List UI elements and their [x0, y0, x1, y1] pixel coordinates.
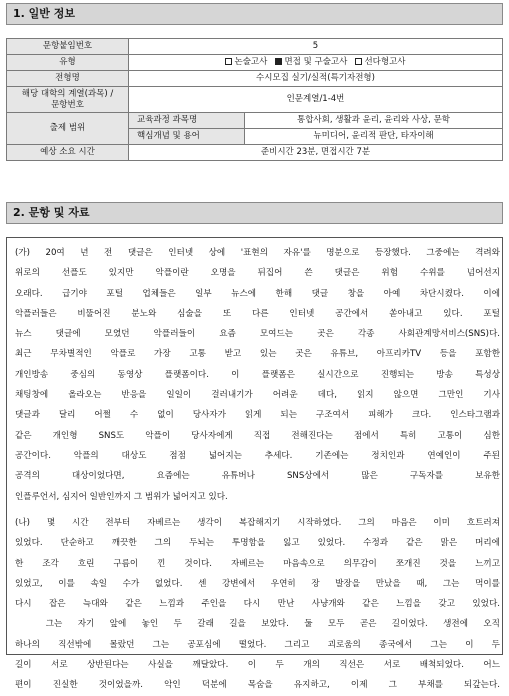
passage-line: 한 조각 흐린 구름이 낀 것이다. 자베르는 마음속으로 의무감이 쪼개진 것을 느끼고: [15, 558, 500, 569]
passage-box: [6, 237, 503, 691]
table-row: [7, 71, 503, 87]
section-title: 1. 일반 정보: [13, 7, 75, 20]
passage-line: 하나의 직선밖에 몰랐던 그는 공포심에 떨었다. 그리고 괴로움의 종국에서 그는 이 두: [15, 639, 500, 650]
dept-label: 해당 대학의 계열(과목) / 문항번호: [7, 87, 129, 113]
time-value: 준비시간 23분, 면접시간 7분: [129, 145, 503, 161]
passage-line: 위로의 선플도 있지만 악플이란 오명을 뒤집어 쓴 댓글은 위험 수위를 넘어선지: [15, 268, 500, 279]
checkbox-empty-icon: [225, 58, 232, 65]
curriculum-value: 통합사회, 생활과 윤리, 윤리와 사상, 문학: [245, 113, 503, 129]
type-options: [129, 55, 503, 71]
table-row: [7, 87, 503, 113]
admission-value: 수시모집 실기/실적(특기자전형): [129, 71, 503, 87]
table-row: [7, 55, 503, 71]
concept-value: 뉴미디어, 윤리적 판단, 타자이해: [245, 129, 503, 145]
table-row: [7, 39, 503, 55]
passage-line: 공간이다. 악플의 대상도 점점 넓어지는 추세다. 기존에는 정치인과 연예인이 주된: [15, 450, 500, 461]
passage-line: 개인방송 중심의 동영상 플랫폼이다. 이 플랫폼은 실시간으로 진행되는 방송 특성상: [15, 369, 500, 380]
scope-label: 출제 범위: [7, 113, 129, 145]
section-header-general-info: [6, 3, 503, 25]
passage-b: [15, 513, 500, 696]
table-row: [7, 113, 503, 129]
passage-line: 편이 진실한 것이었을까. 악인 덕분에 목숨을 유지하고, 이제 그 부채를 되갚는다.: [15, 680, 500, 691]
curriculum-label: 교육과정 과목명: [129, 113, 245, 129]
table-row: [7, 145, 503, 161]
section-title: 2. 문항 및 자료: [13, 206, 90, 219]
passage-line: 댓글과 달리 어쩔 수 없이 당사자가 읽게 되는 구조여서 피해가 크다. 인스타그램과: [15, 410, 500, 421]
passage-line: 다시 잡은 늑대와 같은 느낌과 주인을 다시 만난 사냥개와 같은 느낌을 갖고 있었다.: [15, 599, 500, 610]
passage-line: 최근 무차별적인 악플로 가장 고통 받고 있는 곳은 유튜브, 아프리카TV 등을 포함한: [15, 349, 500, 360]
passage-line: 악플러들은 비뚤어진 분노와 심술을 또 다른 인터넷 공간에서 쏟아내고 있다. 포털: [15, 308, 500, 319]
passage-line: (가) 20여 년 전 댓글은 인터넷 상에 '표현의 자유'를 명분으로 등장했다. 그중에는 격려와: [15, 248, 500, 258]
passage-line: 뉴스 댓글에 모였던 악플러들이 요즘 모여드는 곳은 각종 사회관계망서비스(SNS)다.: [15, 329, 500, 340]
section-header-questions: [6, 202, 503, 224]
passage-line: 있었고, 이를 속일 수가 없었다. 센 강변에서 우연히 장 발장을 만났을 때, 그는 먹이를: [15, 578, 500, 589]
general-info-table: [6, 38, 503, 161]
passage-a: [15, 243, 500, 507]
passage-line: 공격의 대상이었다면, 요즘에는 유튜버나 SNS상에서 많은 구독자를 보유한: [15, 471, 500, 482]
question-number-label: 문항붙임번호: [7, 39, 129, 55]
type-label: 유형: [7, 55, 129, 71]
passage-line: 그는 자기 앞에 놓인 두 갈래 길을 보았다. 둘 모두 곧은 길이었다. 생전에 오직: [15, 619, 500, 630]
time-label: 예상 소요 시간: [7, 145, 129, 161]
concept-label: 핵심개념 및 용어: [129, 129, 245, 145]
question-number-value: 5: [129, 39, 503, 55]
passage-line: 채팅창에 올라오는 반응을 일일이 걸러내기가 어려운 데다, 읽지 않으면 그만인 기사: [15, 390, 500, 401]
type-option-multiple-choice: 선다형고사: [355, 57, 405, 67]
checkbox-filled-icon: [275, 58, 282, 65]
checkbox-empty-icon: [355, 58, 362, 65]
type-option-interview: 면접 및 구술고사: [275, 57, 347, 67]
passage-line: 인플루언서, 심지어 일반인까지 그 범위가 넓어지고 있다.: [15, 491, 228, 502]
passage-line: 있었다. 단순하고 깨끗한 그의 두뇌는 투명함을 잃고 있었다. 수정과 같은 맑은 머리에: [15, 538, 500, 549]
passage-line: 오래다. 급기야 포털 업체들은 일부 뉴스에 한해 댓글 창을 아예 차단시켰다. 이에: [15, 288, 500, 299]
type-option-essay: 논술고사: [225, 57, 267, 67]
dept-value: 인문계열/1-4번: [129, 87, 503, 113]
passage-line: (나) 몇 시간 전부터 자베르는 생각이 복잡해지기 시작하였다. 그의 마음은 이미 흐트러져: [15, 518, 500, 528]
passage-line: 길이 서로 상반된다는 사실을 깨달았다. 이 두 개의 직선은 서로 배척되었다. 어느: [15, 660, 500, 671]
passage-line: 같은 개인형 SNS도 악플이 당사자에게 직접 전해진다는 점에서 특히 고통이 심한: [15, 430, 500, 441]
admission-label: 전형명: [7, 71, 129, 87]
